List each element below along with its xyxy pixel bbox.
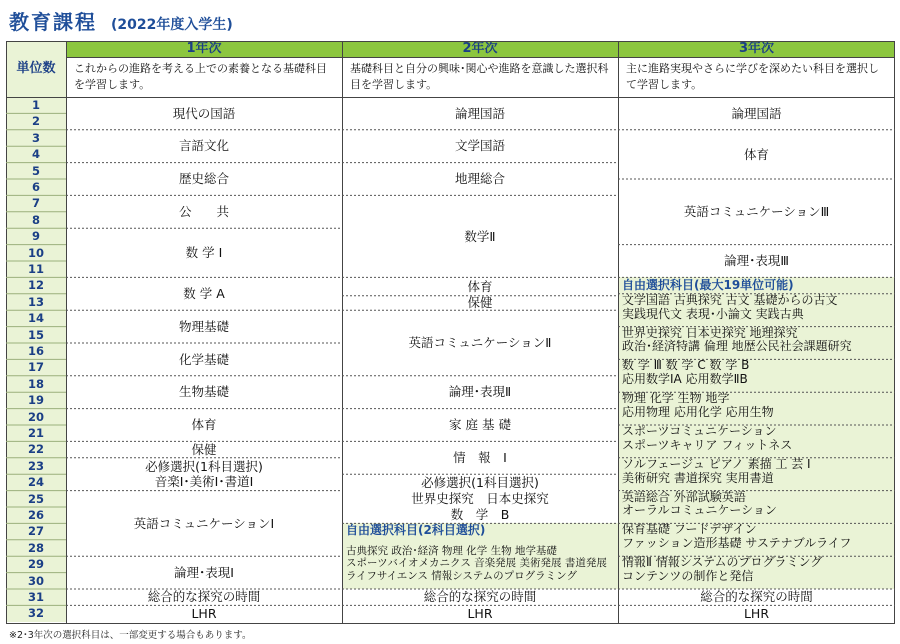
year1-subject: 体育 (66, 409, 342, 442)
year3-elective-group (618, 523, 895, 556)
subject-line: 必修選択(1科目選択) (421, 475, 539, 491)
unit-number: 1 (6, 97, 66, 113)
unit-number: 6 (6, 179, 66, 195)
subject-line: 音楽Ⅰ･美術Ⅰ･書道Ⅰ (154, 474, 254, 490)
year2_bottom-subject: LHR (342, 605, 618, 621)
year1-subject: 生物基礎 (66, 376, 342, 409)
unit-number: 24 (6, 474, 66, 490)
year2-subject: 保健 (342, 296, 618, 310)
year1-subject: 言語文化 (66, 130, 342, 163)
year1-subject: 数 学 A (66, 277, 342, 310)
subject-line: 世界史探究 日本史探究 (411, 490, 549, 506)
elective-line: 数 学 Ⅲ 数 学 C 数 学 B (622, 359, 750, 373)
header-year3: 3年次 (618, 41, 895, 57)
year2-elective-list (342, 538, 618, 589)
header-year2: 2年次 (342, 41, 618, 57)
elective-line: 応用数学ⅠA 応用数学ⅡB (622, 372, 748, 387)
year1-subject: 数 学 Ⅰ (66, 228, 342, 277)
year3-elective-group (618, 491, 895, 524)
year1-subject: 化学基礎 (66, 343, 342, 376)
elective-line: スポーツバイオメカニクス 音楽発展 美術発展 書道発展 (346, 557, 607, 570)
unit-number: 12 (6, 277, 66, 293)
unit-number: 9 (6, 228, 66, 244)
year3-elective-group (618, 556, 895, 589)
unit-number: 31 (6, 589, 66, 605)
year3-subject: 論理国語 (618, 97, 895, 130)
elective-line: スポーツキャリア フィットネス (622, 437, 793, 452)
year3-elective-group (618, 392, 895, 425)
unit-number: 2 (6, 113, 66, 129)
unit-number: 4 (6, 146, 66, 162)
page-subtitle: (2022年度入学生) (111, 17, 233, 33)
year1-subject: 歴史総合 (66, 163, 342, 196)
unit-number: 10 (6, 245, 66, 261)
description-year1: これからの進路を考える上での素養となる基礎科目を学習します。 (66, 57, 342, 97)
description-year3: 主に進路実現やさらに学びを深めたい科目を選択して学習します。 (618, 57, 895, 97)
year1-subject: 公 共 (66, 195, 342, 228)
unit-number: 25 (6, 491, 66, 507)
elective-line: 政治･経済特講 倫理 地歴公民社会課題研究 (622, 339, 852, 354)
year2-subject: 情 報 Ⅰ (342, 441, 618, 474)
elective-line: 情報Ⅱ 情報システムのプログラミング (622, 556, 823, 570)
unit-number: 29 (6, 556, 66, 572)
header-year1: 1年次 (66, 41, 342, 57)
unit-number: 15 (6, 327, 66, 343)
year1-subject: 物理基礎 (66, 310, 342, 343)
unit-number: 3 (6, 130, 66, 146)
year1-subject (66, 458, 342, 491)
unit-number: 32 (6, 605, 66, 621)
unit-number: 8 (6, 212, 66, 228)
year3_bottom-subject: 総合的な探究の時間 (618, 589, 895, 605)
header-unit: 単位数 (6, 41, 66, 97)
elective-line: コンテンツの制作と発信 (622, 568, 754, 583)
year2_bottom-subject: 総合的な探究の時間 (342, 589, 618, 605)
year3-elective-group (618, 327, 895, 360)
year3_bottom-subject: LHR (618, 605, 895, 621)
unit-number: 14 (6, 310, 66, 326)
unit-number: 7 (6, 195, 66, 211)
year3-subject: 論理･表現Ⅲ (618, 245, 895, 278)
unit-number: 22 (6, 441, 66, 457)
elective-line: 応用物理 応用化学 応用生物 (622, 404, 774, 419)
elective-line: スポーツコミュニケーション (622, 425, 777, 438)
year2-subject (342, 474, 618, 523)
year1-subject: LHR (66, 605, 342, 621)
year3-elective-group (618, 294, 895, 327)
unit-number: 21 (6, 425, 66, 441)
unit-number: 16 (6, 343, 66, 359)
year1-subject: 総合的な探究の時間 (66, 589, 342, 605)
elective-line: ソルフェージュ ピアノ 素描 工 芸 Ⅰ (622, 457, 811, 471)
subject-line: 必修選択(1科目選択) (145, 458, 263, 474)
year2-subject: 論理･表現Ⅱ (342, 376, 618, 409)
unit-number: 17 (6, 359, 66, 375)
unit-number: 23 (6, 458, 66, 474)
unit-number: 20 (6, 409, 66, 425)
unit-number: 18 (6, 376, 66, 392)
year3-elective-group (618, 359, 895, 392)
year2-subject: 体育 (342, 277, 618, 295)
elective-line: 物理 化学 生物 地学 (622, 392, 730, 406)
year3-elective-group (618, 458, 895, 491)
year1-subject: 保健 (66, 441, 342, 457)
elective-line: 世界史探究 日本史探究 地理探究 (622, 326, 798, 340)
unit-number: 13 (6, 294, 66, 310)
elective-line: 文学国語 古典探究 古文 基礎からの古文 (622, 293, 838, 307)
year2-elective-header: 自由選択科目(2科目選択) (342, 523, 618, 537)
page-title-block (9, 6, 233, 36)
elective-line: ファッション造形基礎 サステナブルライフ (622, 536, 852, 551)
year2-subject: 家 庭 基 礎 (342, 409, 618, 442)
year1-subject: 論理･表現Ⅰ (66, 556, 342, 589)
year2-subject: 論理国語 (342, 97, 618, 130)
subject-line: 数 学 B (450, 506, 510, 522)
year2-subject: 文学国語 (342, 130, 618, 163)
elective-line: 古典探究 政治･経済 物理 化学 生物 地学基礎 (346, 544, 557, 557)
elective-line: 美術研究 書道探究 実用書道 (622, 470, 774, 485)
footnote: ※2･3年次の選択科目は、一部変更する場合もあります。 (9, 630, 252, 641)
unit-number: 11 (6, 261, 66, 277)
year1-subject: 英語コミュニケーションⅠ (66, 491, 342, 557)
elective-line: 保育基礎 フードデザイン (622, 523, 757, 537)
year2-subject: 数学Ⅱ (342, 195, 618, 277)
year3-elective-header: 自由選択科目(最大19単位可能) (618, 277, 895, 293)
year3-elective-group (618, 425, 895, 458)
unit-number: 19 (6, 392, 66, 408)
unit-number: 30 (6, 573, 66, 589)
year2-subject: 英語コミュニケーションⅡ (342, 310, 618, 376)
year3-subject: 体育 (618, 130, 895, 179)
unit-number: 26 (6, 507, 66, 523)
unit-number: 27 (6, 523, 66, 539)
page-title: 教育課程 (9, 10, 97, 34)
elective-line: オーラルコミュニケーション (622, 503, 777, 518)
description-year2: 基礎科目と自分の興味･関心や進路を意識した選択科目を学習します。 (342, 57, 618, 97)
year2-subject: 地理総合 (342, 163, 618, 196)
elective-line: 英語総合 外部試験英語 (622, 490, 746, 504)
year3-subject: 英語コミュニケーションⅢ (618, 179, 895, 245)
elective-line: 実践現代文 表現･小論文 実践古典 (622, 306, 804, 321)
unit-number: 28 (6, 540, 66, 556)
year1-subject: 現代の国語 (66, 97, 342, 130)
elective-line: ライフサイエンス 情報システムのプログラミング (346, 569, 577, 582)
curriculum-table (6, 41, 895, 624)
unit-number: 5 (6, 163, 66, 179)
